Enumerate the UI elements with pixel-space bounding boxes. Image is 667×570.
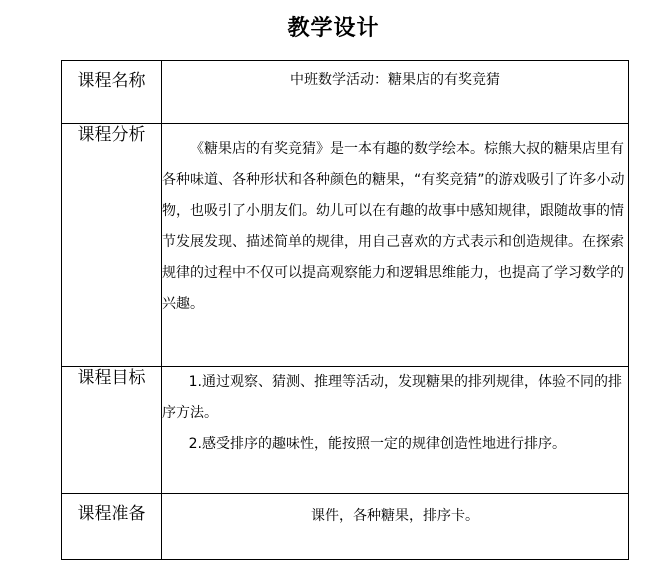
lesson-plan-table [61, 60, 629, 560]
course-preparation-value: 课件，各种糖果，排序卡。 [162, 494, 629, 560]
table-row-course-goals [62, 367, 629, 494]
table-row-course-name [62, 61, 629, 124]
course-analysis-text: 《糖果店的有奖竞猜》是一本有趣的数学绘本。棕熊大叔的糖果店里有各种味道、各种形状和各种颜色的糖果，“有奖竞猜”的游戏吸引了许多小动物，也吸引了小朋友们。幼儿可以在有趣的故事中感知规律，跟随故事的情节发展发现、描述简单的规律，用自己喜欢的方式表示和创造规律。在探索规律的过程中不仅可以提高观察能力和逻辑思维能力，也提高了学习数学的兴趣。 [162, 141, 625, 312]
course-analysis-label: 课程分析 [62, 124, 162, 367]
document-title: 教学设计 [287, 16, 380, 41]
course-analysis-cell [162, 124, 629, 367]
course-name-label: 课程名称 [62, 61, 162, 124]
course-name-value: 中班数学活动：糖果店的有奖竞猜 [162, 61, 629, 124]
course-goals-cell [162, 367, 629, 494]
table-row-course-analysis [62, 124, 629, 367]
course-goal-2: 2.感受排序的趣味性，能按照一定的规律创造性地进行排序。 [188, 436, 566, 452]
course-goal-1: 1.通过观察、猜测、推理等活动，发现糖果的排列规律，体验不同的排序方法。 [162, 374, 622, 421]
course-goals-label: 课程目标 [62, 367, 162, 494]
course-preparation-label: 课程准备 [62, 494, 162, 560]
table-row-course-preparation [62, 494, 629, 560]
